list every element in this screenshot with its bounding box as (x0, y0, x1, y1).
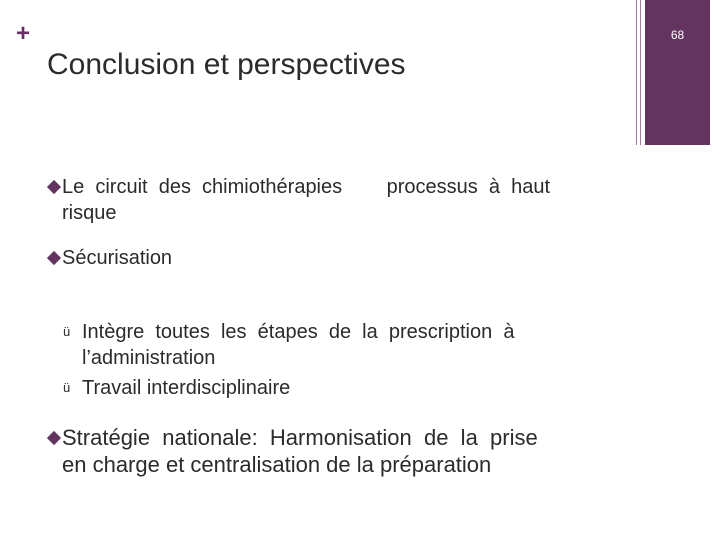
checkmark-icon: ü (63, 324, 71, 339)
diamond-shape (47, 431, 61, 445)
bullet-circuit-line-2: risque (62, 202, 117, 224)
page-number: 68 (670, 28, 685, 42)
diamond-bullet-icon (45, 249, 63, 267)
sub-item-integre-line-2: l’administration (82, 347, 216, 369)
diamond-bullet-icon (45, 178, 63, 196)
bullet-strategie-line-2: en charge et centralisation de la préparation (62, 452, 492, 477)
slide-title: Conclusion et perspectives (47, 48, 406, 81)
bullet-strategie-line-1: Stratégie nationale: Harmonisation de la prise (62, 425, 538, 450)
sub-item-integre-line-1: Intègre toutes les étapes de la prescription à (82, 321, 515, 343)
diamond-shape (47, 180, 61, 194)
diamond-bullet-icon (45, 429, 63, 447)
accent-divider-line (636, 0, 637, 145)
accent-bar (645, 0, 710, 145)
bullet-circuit-line-1: Le circuit des chimiothérapies processus à haut (62, 176, 551, 198)
bullet-securisation: Sécurisation (62, 247, 173, 269)
sub-item-travail: Travail interdisciplinaire (82, 377, 291, 399)
diamond-shape (47, 251, 61, 265)
plus-icon: + (16, 20, 31, 47)
accent-divider-line-secondary (640, 0, 641, 145)
checkmark-icon: ü (63, 380, 71, 395)
